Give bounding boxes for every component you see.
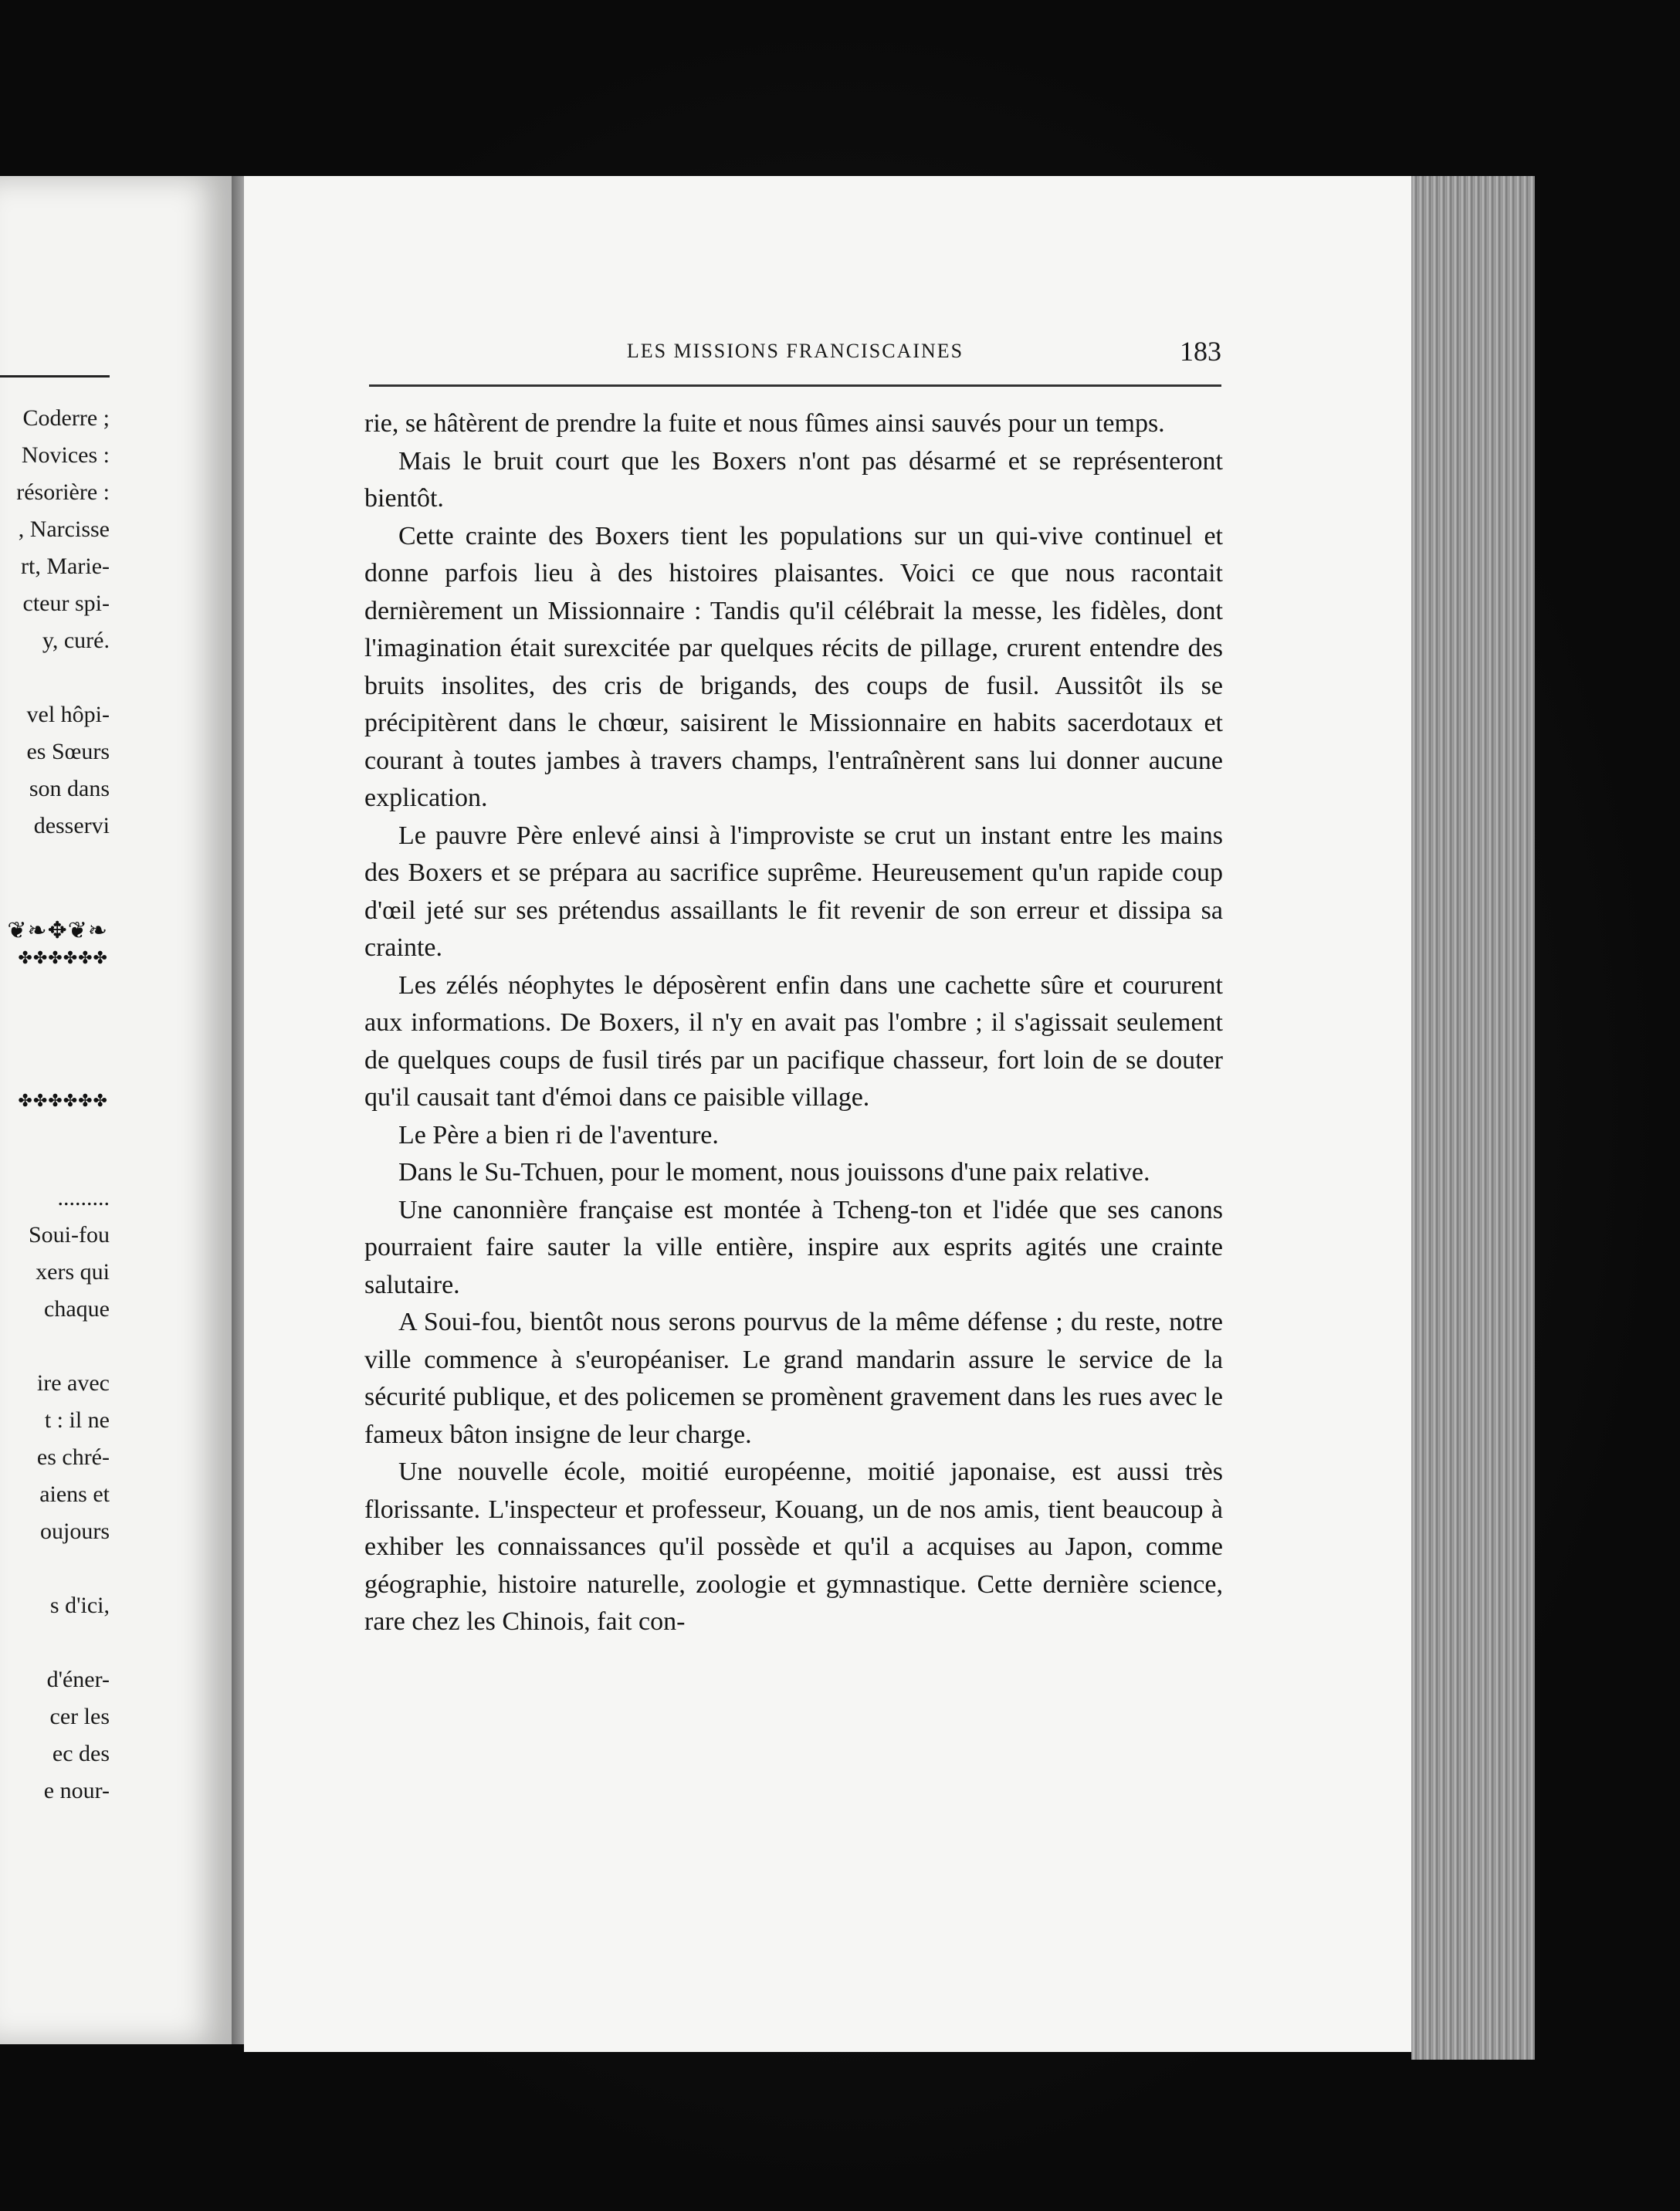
left-line: y, curé. [42, 628, 110, 653]
paragraph: Mais le bruit court que les Boxers n'ont pas désarmé et se représenteront bientôt. [364, 446, 1223, 513]
paragraph: rie, se hâtèrent de prendre la fuite et nous fûmes ainsi sauvés pour un temps. [364, 409, 1165, 438]
left-line: résorière : [16, 479, 110, 505]
left-line: xers qui [36, 1259, 110, 1285]
page-number: 183 [1180, 336, 1221, 367]
left-line: ec des [52, 1741, 110, 1766]
left-line: ire avec [36, 1370, 110, 1396]
header-rule [369, 384, 1221, 387]
ornament-border: ✤✤✤✤✤✤ [18, 1091, 108, 1110]
running-header [369, 336, 1221, 386]
left-line [0, 659, 110, 696]
paragraph: Une canonnière française est montée à Tcheng-ton et l'idée que ses canons pourraient faire sauter la ville entière, inspire aux esprits agités une crainte salutaire. [364, 1195, 1223, 1299]
left-line: Coderre ; [22, 405, 110, 431]
left-line: desservi [33, 813, 110, 838]
paragraph: Le Père a bien ri de l'aventure. [398, 1120, 719, 1150]
left-page-upper-text [0, 400, 110, 845]
paragraph: Cette crainte des Boxers tient les populations sur un qui-vive continuel et donne parfois lieu à des histoires plaisantes. Voici ce que nous racontait dernièrement un Missionnaire : Tandis qu'il célébrait la messe, les fidèles, dont l'imagination était surexcitée par quelques récits de pillage, crurent entendre des bruits insolites, des cris de brigands, des coups de fusil. Aussitôt ils se précipitèrent dans le chœur, saisirent le Missionnaire en habits sacerdotaux et courant à toutes jambes à travers champs, l'entraînèrent sans lui donner aucune explication. [364, 521, 1223, 812]
left-line: cteur spi- [22, 591, 110, 616]
left-line: ......... [57, 1185, 110, 1210]
ornament-vignette: ❦❧✥❦❧ [7, 918, 108, 943]
running-title: LES MISSIONS FRANCISCAINES [626, 340, 964, 362]
paragraph: A Soui-fou, bientôt nous serons pourvus de la même défense ; du reste, notre ville commence à s'européaniser. Le grand mandarin assure le service de la sécurité publique, et des policemen se promènent gravement dans les rues avec le fameux bâton insigne de leur charge. [364, 1308, 1223, 1449]
left-line: t : il ne [44, 1407, 110, 1433]
left-page-rule [0, 375, 110, 378]
ornament-border: ✤✤✤✤✤✤ [18, 948, 108, 967]
left-line: Soui-fou [29, 1222, 110, 1248]
paragraph: Une nouvelle école, moitié européenne, moitié japonaise, est aussi très florissante. L'inspecteur et professeur, Kouang, un de nos amis, tient beaucoup à exhiber les connaissances qu'il possède et qu'il a acquises au Japon, comme géographie, histoire naturelle, zoologie et gymnastique. Cette dernière science, rare chez les Chinois, fait con- [364, 1458, 1223, 1636]
paragraph: Les zélés néophytes le déposèrent enfin dans une cachette sûre et coururent aux informations. De Boxers, il n'y en avait pas l'ombre ; il s'agissait seulement de quelques coups de fusil tirés par un pacifique chasseur, fort loin de se douter qu'il causait tant d'émoi dans ce paisible village. [364, 970, 1223, 1112]
left-line: son dans [29, 776, 110, 801]
left-line: vel hôpi- [26, 702, 110, 727]
page-stack-edge [1411, 176, 1535, 2060]
paragraph: Le pauvre Père enlevé ainsi à l'improviste se crut un instant entre les mains des Boxers et se prépara au sacrifice suprême. Heureusement qu'un rapide coup d'œil jeté sur ses prétendus assaillants le fit revenir de son erreur et dissipa sa crainte. [364, 821, 1223, 962]
left-line: rt, Marie- [21, 554, 110, 579]
left-line [0, 1328, 110, 1365]
left-line: , Narcisse [18, 516, 110, 542]
left-line: aiens et [39, 1481, 110, 1507]
body-text [364, 405, 1223, 1641]
left-page-lower-text [0, 1180, 110, 1810]
left-line: es Sœurs [26, 739, 110, 764]
left-line [0, 1550, 110, 1587]
paragraph: Dans le Su-Tchuen, pour le moment, nous jouissons d'une paix relative. [398, 1158, 1150, 1187]
left-line: s d'ici, [49, 1593, 110, 1618]
left-page [0, 176, 246, 2044]
left-line: cer les [49, 1704, 110, 1729]
left-line: d'éner- [46, 1667, 110, 1692]
left-line: Novices : [21, 442, 110, 468]
left-line: e nour- [43, 1778, 110, 1803]
left-line [0, 1624, 110, 1661]
left-line: chaque [44, 1296, 110, 1322]
left-line: es chré- [36, 1444, 110, 1470]
left-line: oujours [40, 1519, 110, 1544]
